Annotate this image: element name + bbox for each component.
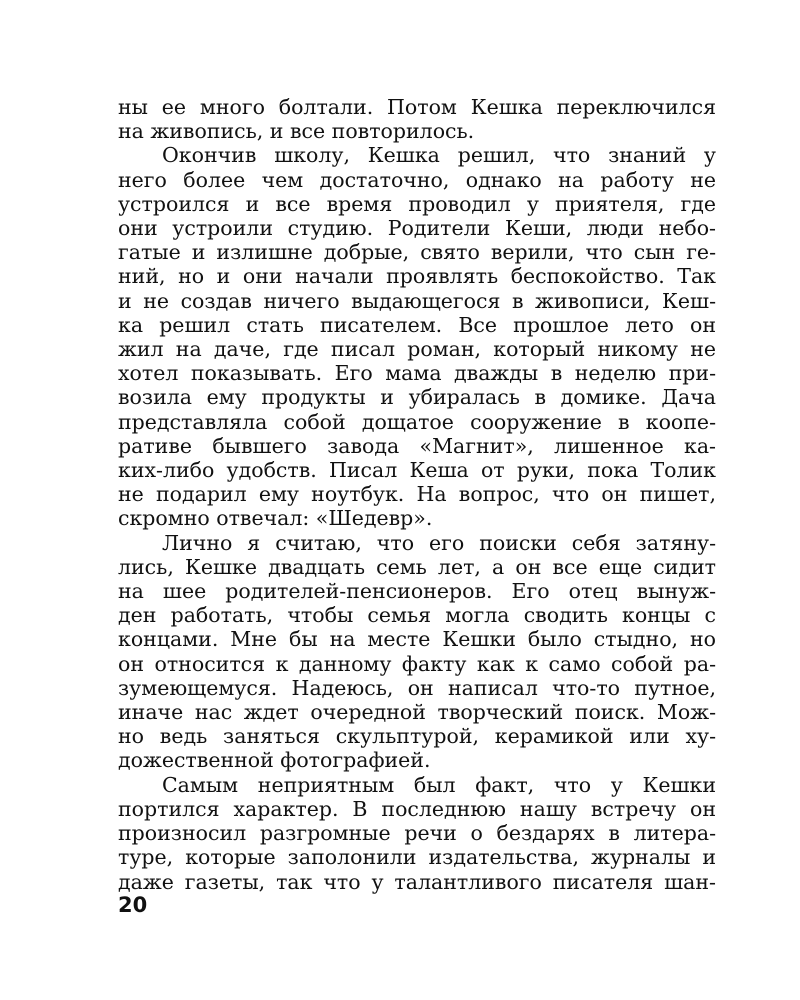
text-line: он относится к данному факту как к само собой ра- [118, 651, 716, 676]
text-line: устроился и все время проводил у приятеля, где [118, 191, 716, 216]
text-line: Лично я считаю, что его поиски себя затяну- [162, 530, 716, 555]
paragraph-4 [118, 773, 716, 894]
text-line: возила ему продукты и убиралась в домике. Дача [118, 385, 716, 410]
text-line: иначе нас ждет очередной творческий поиск. Мож- [118, 700, 716, 725]
page-body [118, 95, 716, 894]
text-line: ден работать, чтобы семья могла сводить концы с [118, 603, 716, 628]
text-line: даже газеты, так что у талантливого писателя шан- [118, 869, 716, 894]
text-line: него более чем достаточно, однако на работу не [118, 167, 716, 192]
text-line: они устроили студию. Родители Кеши, люди небо- [118, 216, 716, 241]
paragraph-2 [118, 143, 716, 530]
text-line: произносил разгромные речи о бездарях в литера- [118, 821, 716, 846]
text-line: на шее родителей-пенсионеров. Его отец вынуж- [118, 579, 716, 604]
text-line: лись, Кешке двадцать семь лет, а он все еще сидит [118, 554, 716, 579]
text-line: представляла собой дощатое сооружение в коопе- [118, 409, 716, 434]
text-line: ний, но и они начали проявлять беспокойство. Так [118, 264, 716, 289]
text-line: ративе бывшего завода «Магнит», лишенное ка- [118, 433, 716, 458]
text-line: жил на даче, где писал роман, который никому не [118, 337, 716, 362]
text-line: ких-либо удобств. Писал Кеша от руки, пока Толик [118, 458, 716, 483]
text-line: хотел показывать. Его мама дважды в неделю при- [118, 361, 716, 386]
page-number: 20 [118, 893, 148, 917]
text-line: туре, которые заполонили издательства, журналы и [118, 845, 716, 870]
text-line: скромно отвечал: «Шедевр». [118, 506, 433, 531]
text-line: Окончив школу, Кешка решил, что знаний у [162, 143, 716, 168]
text-line: на живопись, и все повторилось. [118, 119, 475, 144]
paragraph-1 [118, 95, 716, 143]
text-line: но ведь заняться скульптурой, керамикой или ху- [118, 724, 716, 749]
text-line: ны ее много болтали. Потом Кешка переключился [118, 95, 716, 119]
text-line: гатые и излишне добрые, свято верили, что сын ге- [118, 240, 716, 265]
text-line: дожественной фотографией. [118, 748, 431, 773]
paragraph-3 [118, 531, 716, 773]
text-line: Самым неприятным был факт, что у Кешки [162, 772, 716, 797]
text-line: ка решил стать писателем. Все прошлое лето он [118, 312, 716, 337]
text-line: и не создав ничего выдающегося в живописи, Кеш- [118, 288, 716, 313]
text-line: не подарил ему ноутбук. На вопрос, что он пишет, [118, 482, 716, 507]
text-line: зумеющемуся. Надеюсь, он написал что-то путное, [118, 675, 716, 700]
text-line: концами. Мне бы на месте Кешки было стыдно, но [118, 627, 716, 652]
text-line: портился характер. В последнюю нашу встречу он [118, 796, 716, 821]
